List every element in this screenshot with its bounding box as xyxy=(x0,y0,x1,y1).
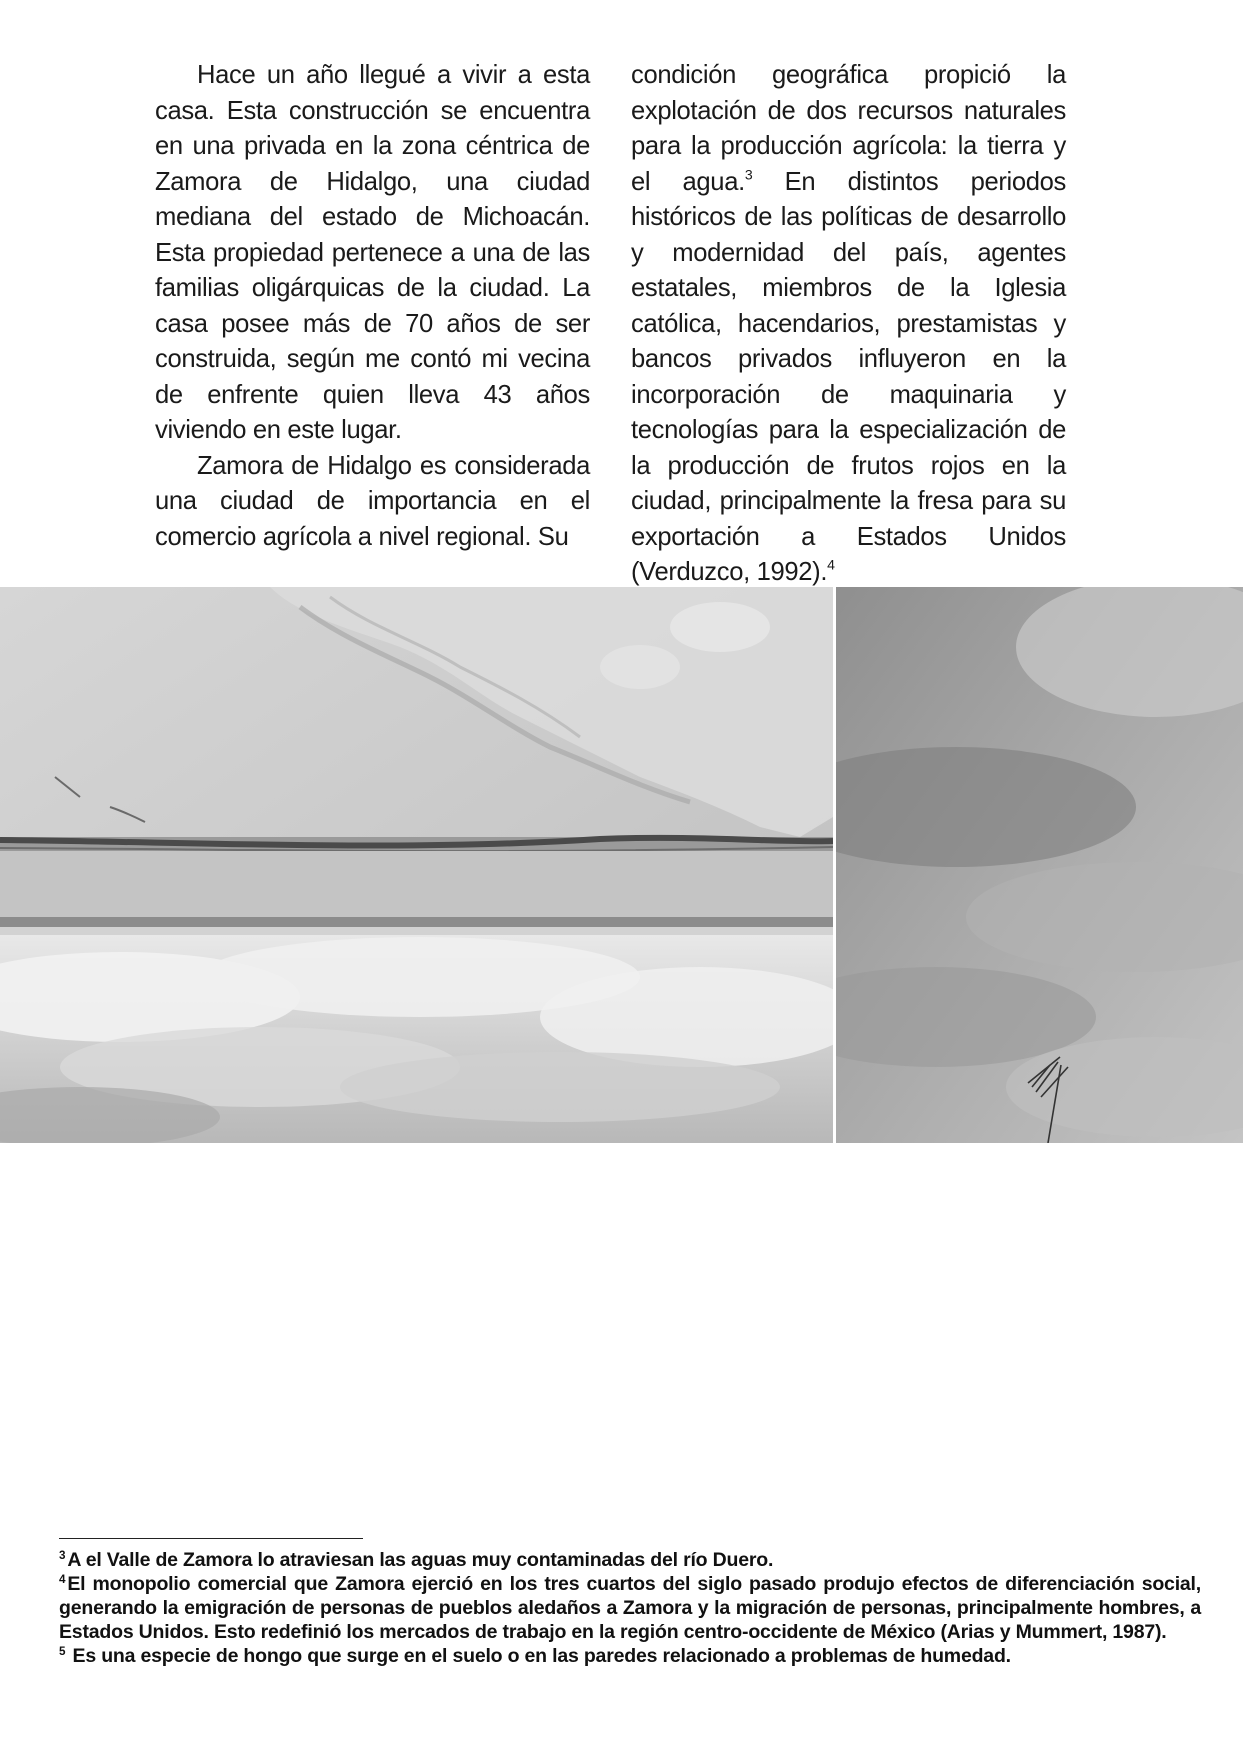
footnote-number: 5 xyxy=(59,1644,66,1658)
paragraph-geography xyxy=(631,58,1066,591)
footnote-3 xyxy=(59,1548,1201,1572)
paragraph-arrival: Hace un año llegué a vivir a esta casa. Esta construcción se encuentra en una privada en la zona céntrica de Zamora de Hidalgo, una ciudad mediana del estado de Michoacán. Esta propiedad pertenece a una de las familias oligárquicas de la ciudad. La casa posee más de 70 años de ser construida, según me contó mi vecina de enfrente quien lleva 43 años viviendo en este lugar. xyxy=(155,61,590,444)
footnote-number: 3 xyxy=(59,1548,66,1562)
footnote-4 xyxy=(59,1572,1201,1644)
footnote-divider xyxy=(59,1538,363,1539)
photo-cloudy-sky-antenna xyxy=(836,587,1243,1143)
footnote-text: El monopolio comercial que Zamora ejerció en los tres cuartos del siglo pasado produjo efectos de diferenciación social, generando la emigración de personas de pueblos aledaños a Zamora y la migración de personas, principalmente hombres, a Estados Unidos. Esto redefinió los mercados de trabajo en la región centro-occidente de México (Arias y Mummert, 1987). xyxy=(59,1573,1201,1643)
paragraph-geography-part-1: condición geográfica propició la explotación de dos recursos naturales para la producción agrícola: la tierra y el agua. xyxy=(631,61,1066,196)
footnote-ref-3: 3 xyxy=(744,165,753,182)
left-text-column xyxy=(155,58,590,555)
footnote-number: 4 xyxy=(59,1572,66,1586)
footnotes xyxy=(59,1548,1201,1668)
paragraph-zamora-commerce: Zamora de Hidalgo es considerada una ciudad de importancia en el comercio agrícola a nivel regional. Su xyxy=(155,451,590,551)
right-text-column xyxy=(631,58,1066,591)
footnote-text: A el Valle de Zamora lo atraviesan las aguas muy contaminadas del río Duero. xyxy=(67,1549,774,1571)
paragraph-geography-part-2: En distintos periodos históricos de las políticas de desarrollo y modernidad del país, agentes estatales, miembros de la Iglesia católica, hacendarios, prestamistas y bancos privados influyeron en la incorporación de maquinaria y tecnologías para la especialización de la producción de frutos rojos en la ciudad, principalmente la fresa para su exportación a Estados Unidos (Verduzco, 1992). xyxy=(631,167,1066,586)
footnote-5 xyxy=(59,1644,1201,1668)
footnote-text: Es una especie de hongo que surge en el suelo o en las paredes relacionado a problemas de humedad. xyxy=(67,1645,1011,1667)
photo-wall-and-clouds xyxy=(0,587,833,1143)
footnote-ref-4: 4 xyxy=(827,556,835,573)
